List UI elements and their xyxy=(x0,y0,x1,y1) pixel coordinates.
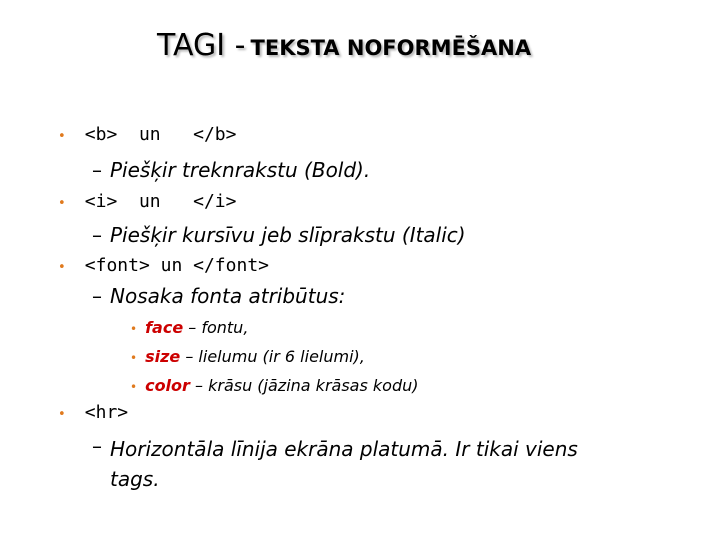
bullet-icon: • xyxy=(58,407,66,422)
attribute-key: color xyxy=(145,376,190,395)
bullet-item-italic xyxy=(58,191,236,212)
title-main: TAGI - xyxy=(157,28,246,63)
sub-item-text: Piešķir treknrakstu (Bold). xyxy=(110,158,371,182)
attribute-key: face xyxy=(145,318,184,337)
sub-item-bold xyxy=(92,158,370,182)
sub-item-text: Horizontāla līnija ekrāna platumā. Ir tikai viens tags. xyxy=(110,437,578,491)
dash-icon: – xyxy=(92,284,102,308)
bullet-code: <i> un </i> xyxy=(84,191,237,212)
attribute-key: size xyxy=(145,347,181,366)
bullet-item-hr xyxy=(58,402,128,423)
attribute-face xyxy=(130,318,248,337)
bullet-icon: • xyxy=(130,322,138,336)
dash-icon: – xyxy=(92,158,102,182)
bullet-code: <b> un </b> xyxy=(84,124,237,145)
bullet-icon: • xyxy=(58,129,66,144)
dash-icon: – xyxy=(92,434,102,458)
bullet-icon: • xyxy=(130,351,138,365)
sub-item-italic xyxy=(92,223,466,247)
sub-item-hr xyxy=(92,434,630,494)
sub-item-text: Nosaka fonta atribūtus: xyxy=(110,284,346,308)
bullet-item-bold xyxy=(58,124,236,145)
bullet-icon: • xyxy=(58,196,66,211)
attribute-color xyxy=(130,376,418,395)
bullet-icon: • xyxy=(58,260,66,275)
attribute-text: – lielumu (ir 6 lielumi), xyxy=(180,347,365,366)
attribute-size xyxy=(130,347,365,366)
attribute-text: – krāsu (jāzina krāsas kodu) xyxy=(189,376,419,395)
sub-item-text: Piešķir kursīvu jeb slīprakstu (Italic) xyxy=(110,223,466,247)
dash-icon: – xyxy=(92,223,102,247)
bullet-item-font xyxy=(58,255,269,276)
bullet-code: <hr> xyxy=(84,402,129,423)
title-rest: TEKSTA NOFORMĒŠANA xyxy=(250,36,532,60)
bullet-code: <font> un </font> xyxy=(84,255,269,276)
attribute-text: – fontu, xyxy=(183,318,249,337)
slide-title xyxy=(157,28,531,63)
bullet-icon: • xyxy=(130,380,138,394)
sub-item-font xyxy=(92,284,345,308)
